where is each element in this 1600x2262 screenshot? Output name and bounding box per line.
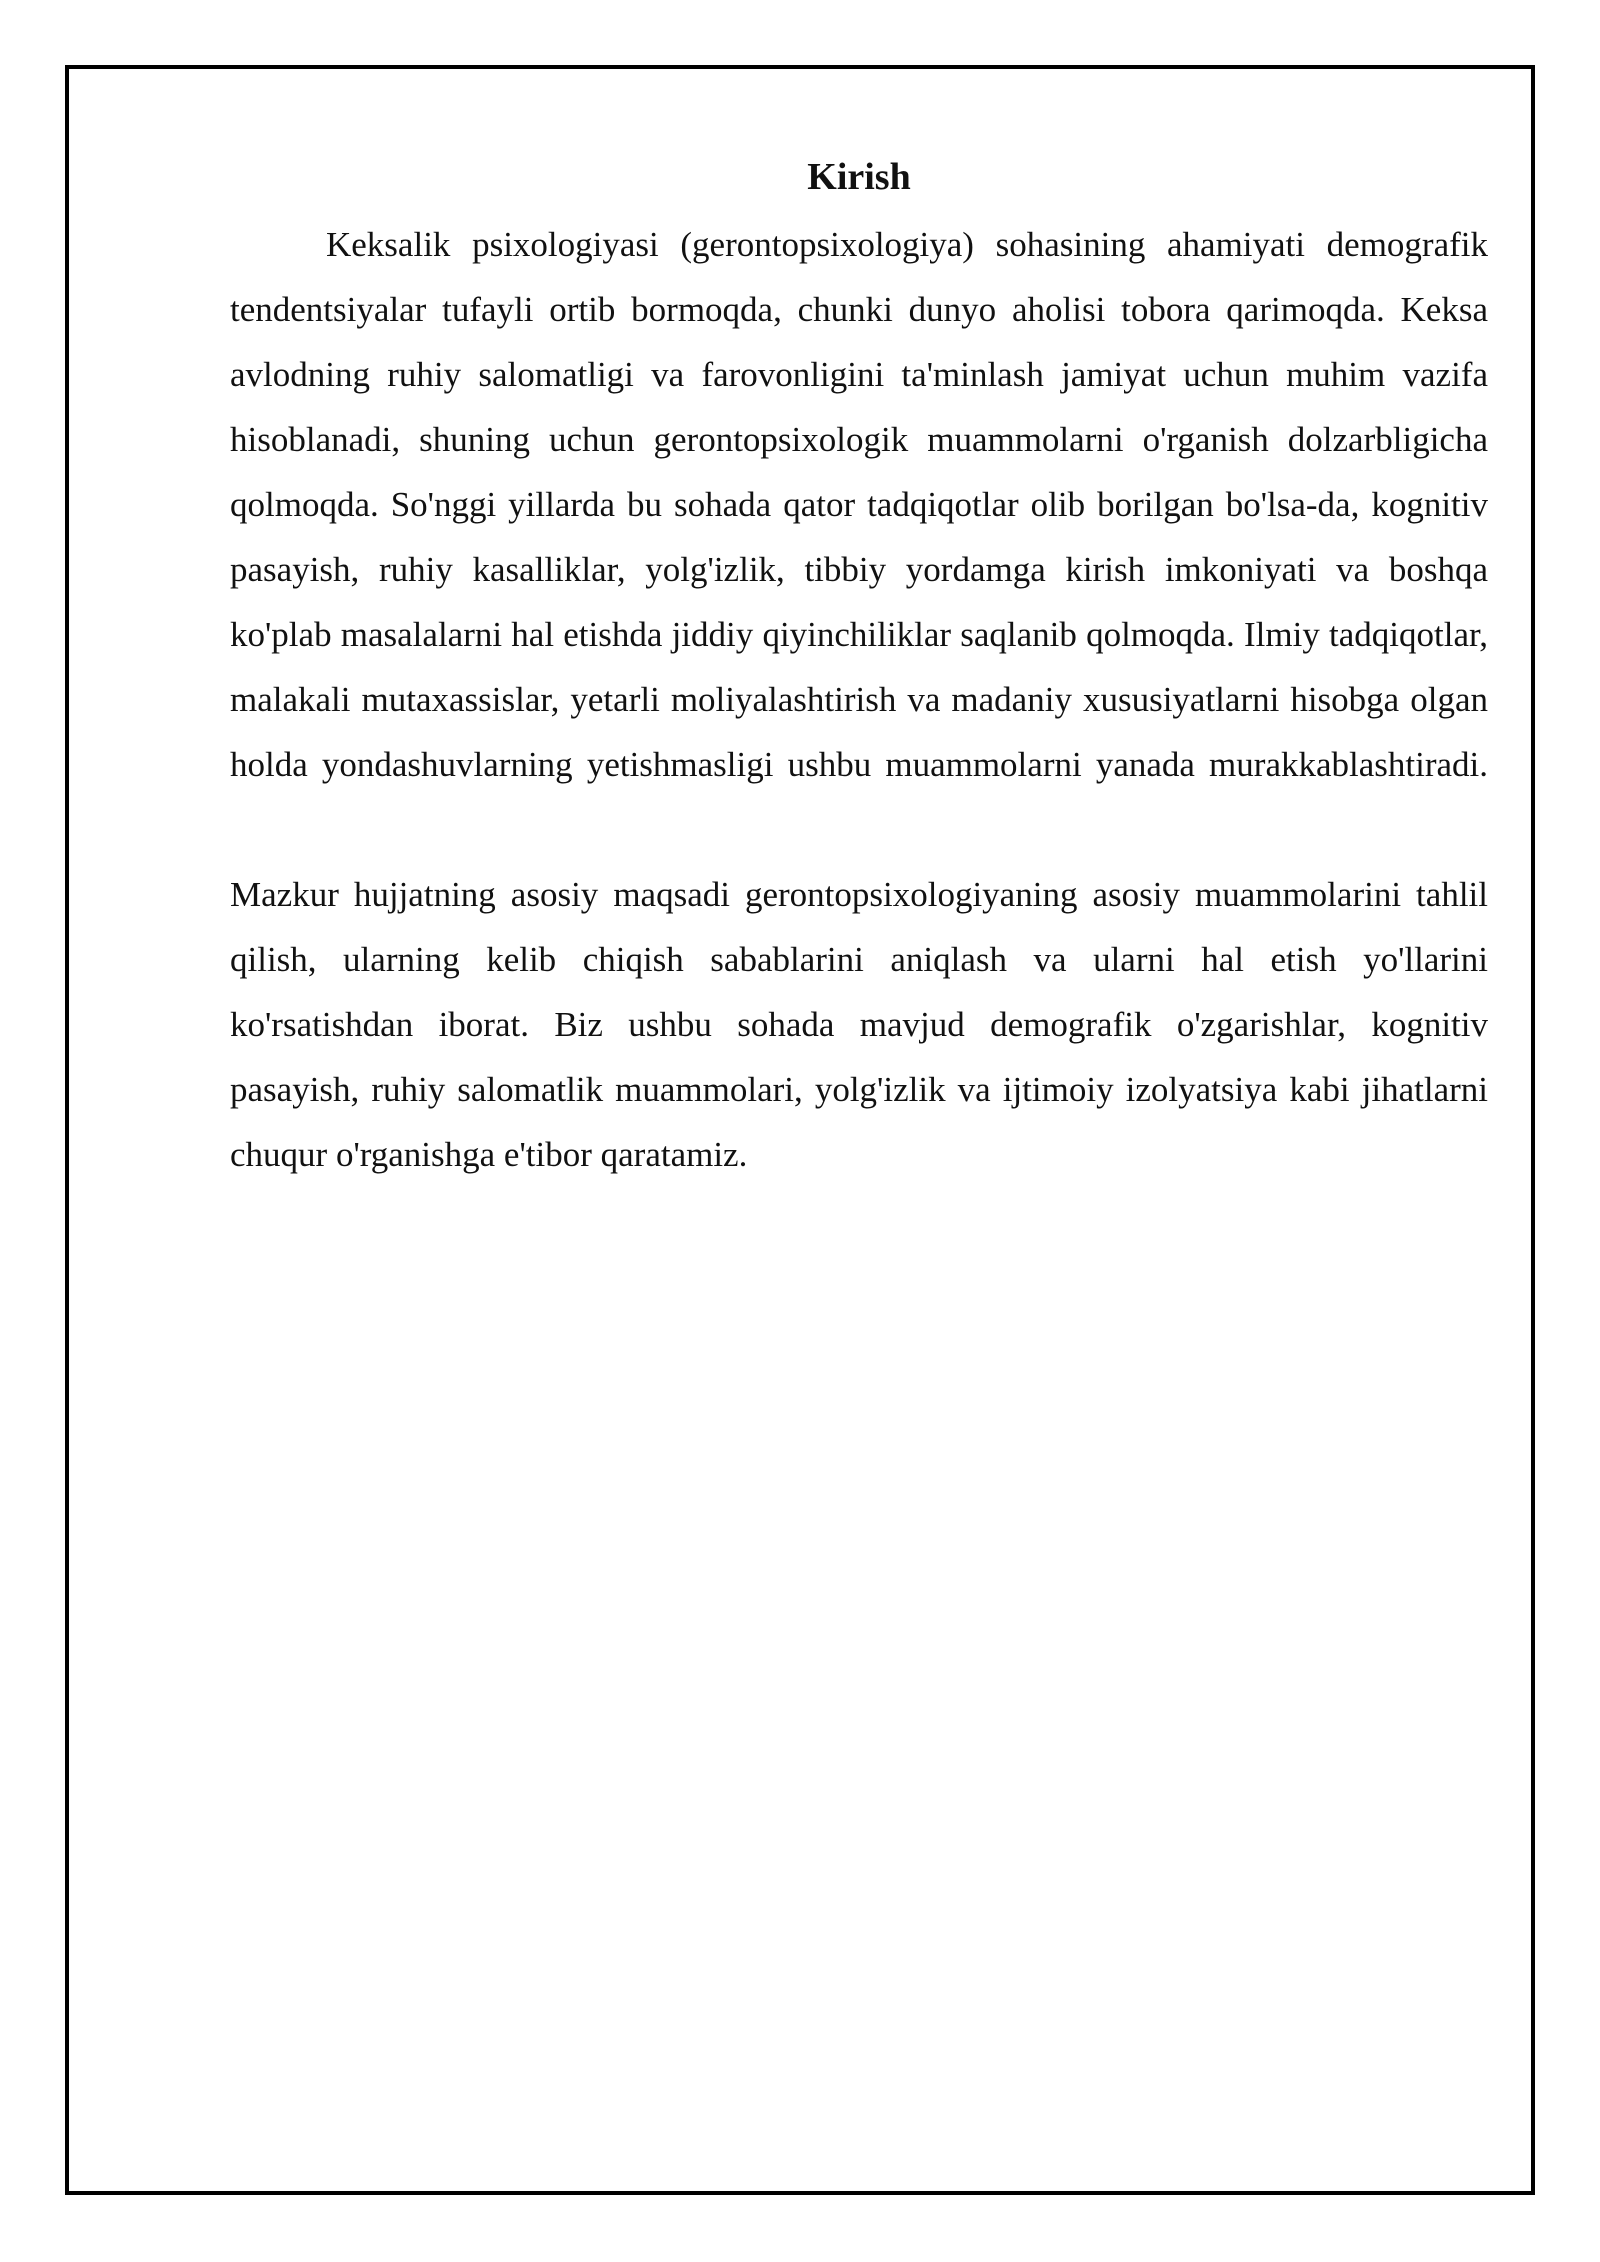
document-body [230, 148, 1488, 1187]
paragraph-spacer [230, 797, 1488, 862]
paragraph-purpose: Mazkur hujjatning asosiy maqsadi gerontopsixologiyaning asosiy muammolarini tahlil qilish, ularning kelib chiqish sabablarini aniqlash va ularni hal etish yo'llarini ko'rsatishdan iborat. Biz ushbu sohada mavjud demografik o'zgarishlar, kognitiv pasayish, ruhiy salomatlik muammolari, yolg'izlik va ijtimoiy izolyatsiya kabi jihatlarni chuqur o'rganishga e'tibor qaratamiz. [230, 875, 1488, 1174]
document-title: Kirish [807, 156, 911, 198]
paragraph-intro: Keksalik psixologiyasi (gerontopsixologiya) sohasining ahamiyati demografik tendentsiyalar tufayli ortib bormoqda, chunki dunyo aholisi tobora qarimoqda. Keksa avlodning ruhiy salomatligi va farovonligini ta'minlash jamiyat uchun muhim vazifa hisoblanadi, shuning uchun gerontopsixologik muammolarni o'rganish dolzarbligicha qolmoqda. So'nggi yillarda bu sohada qator tadqiqotlar olib borilgan bo'lsa-da, kognitiv pasayish, ruhiy kasalliklar, yolg'izlik, tibbiy yordamga kirish imkoniyati va boshqa ko'plab masalalarni hal etishda jiddiy qiyinchiliklar saqlanib qolmoqda. Ilmiy tadqiqotlar, malakali mutaxassislar, yetarli moliyalashtirish va madaniy xususiyatlarni hisobga olgan holda yondashuvlarning yetishmasligi ushbu muammolarni yanada murakkablashtiradi. [230, 225, 1488, 784]
